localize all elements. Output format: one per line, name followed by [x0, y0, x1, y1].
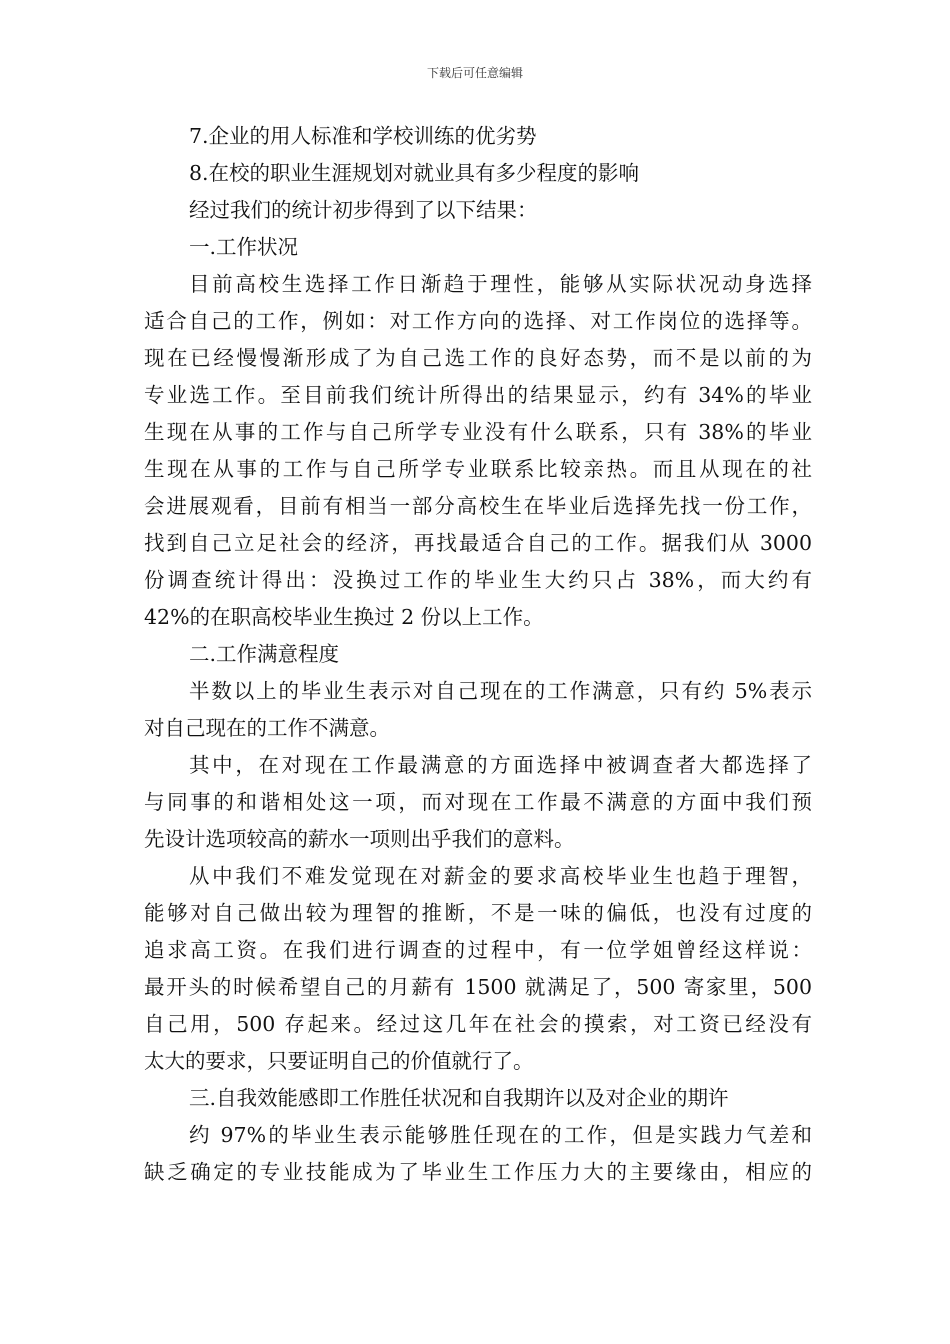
text-line: 对自己现在的工作不满意。	[144, 716, 390, 740]
text-line: 其中，在对现在工作最满意的方面选择中被调查者大都选择了	[189, 753, 812, 777]
text-line: 先设计选项较高的薪水一项则出乎我们的意料。	[144, 827, 575, 851]
text-line: 找到自己立足社会的经济，再找最适合自己的工作。据我们从 3000	[144, 531, 812, 555]
text-line: 缺乏确定的专业技能成为了毕业生工作压力大的主要缘由，相应的	[144, 1160, 812, 1184]
text-line: 三.自我效能感即工作胜任状况和自我期许以及对企业的期许	[189, 1086, 729, 1110]
text-line: 42%的在职高校毕业生换过 2 份以上工作。	[144, 605, 544, 629]
document-body	[144, 118, 812, 1191]
text-line: 约 97%的毕业生表示能够胜任现在的工作，但是实践力气差和	[189, 1123, 812, 1147]
text-line: 专业选工作。至目前我们统计所得出的结果显示，约有 34%的毕业	[144, 383, 812, 407]
page-header: 下载后可任意编辑	[426, 66, 523, 80]
text-line: 现在已经慢慢渐形成了为自己选工作的良好态势，而不是以前的为	[144, 346, 812, 370]
text-line: 生现在从事的工作与自己所学专业联系比较亲热。而且从现在的社	[144, 457, 812, 481]
text-line: 8.在校的职业生涯规划对就业具有多少程度的影响	[189, 161, 640, 185]
text-line: 能够对自己做出较为理智的推断，不是一味的偏低，也没有过度的	[144, 901, 812, 925]
text-line: 与同事的和谐相处这一项，而对现在工作最不满意的方面中我们预	[144, 790, 812, 814]
text-line: 经过我们的统计初步得到了以下结果：	[189, 198, 538, 222]
text-line: 太大的要求，只要证明自己的价值就行了。	[144, 1049, 534, 1073]
text-line: 会进展观看，目前有相当一部分高校生在毕业后选择先找一份工作，	[144, 494, 812, 518]
text-line: 追求高工资。在我们进行调查的过程中，有一位学姐曾经这样说：	[144, 938, 812, 962]
text-line: 一.工作状况	[189, 235, 299, 259]
text-line: 生现在从事的工作与自己所学专业没有什么联系，只有 38%的毕业	[144, 420, 812, 444]
text-line: 适合自己的工作，例如：对工作方向的选择、对工作岗位的选择等。	[144, 309, 812, 333]
text-line: 从中我们不难发觉现在对薪金的要求高校毕业生也趋于理智，	[189, 864, 812, 888]
text-line: 半数以上的毕业生表示对自己现在的工作满意，只有约 5%表示	[189, 679, 812, 703]
text-line: 份调查统计得出：没换过工作的毕业生大约只占 38%，而大约有	[144, 568, 812, 592]
text-line: 最开头的时候希望自己的月薪有 1500 就满足了，500 寄家里，500	[144, 975, 812, 999]
text-line: 二.工作满意程度	[189, 642, 340, 666]
text-line: 7.企业的用人标准和学校训练的优劣势	[189, 124, 537, 148]
text-line: 自己用，500 存起来。经过这几年在社会的摸索，对工资已经没有	[144, 1012, 812, 1036]
text-line: 目前高校生选择工作日渐趋于理性，能够从实际状况动身选择	[189, 272, 812, 296]
